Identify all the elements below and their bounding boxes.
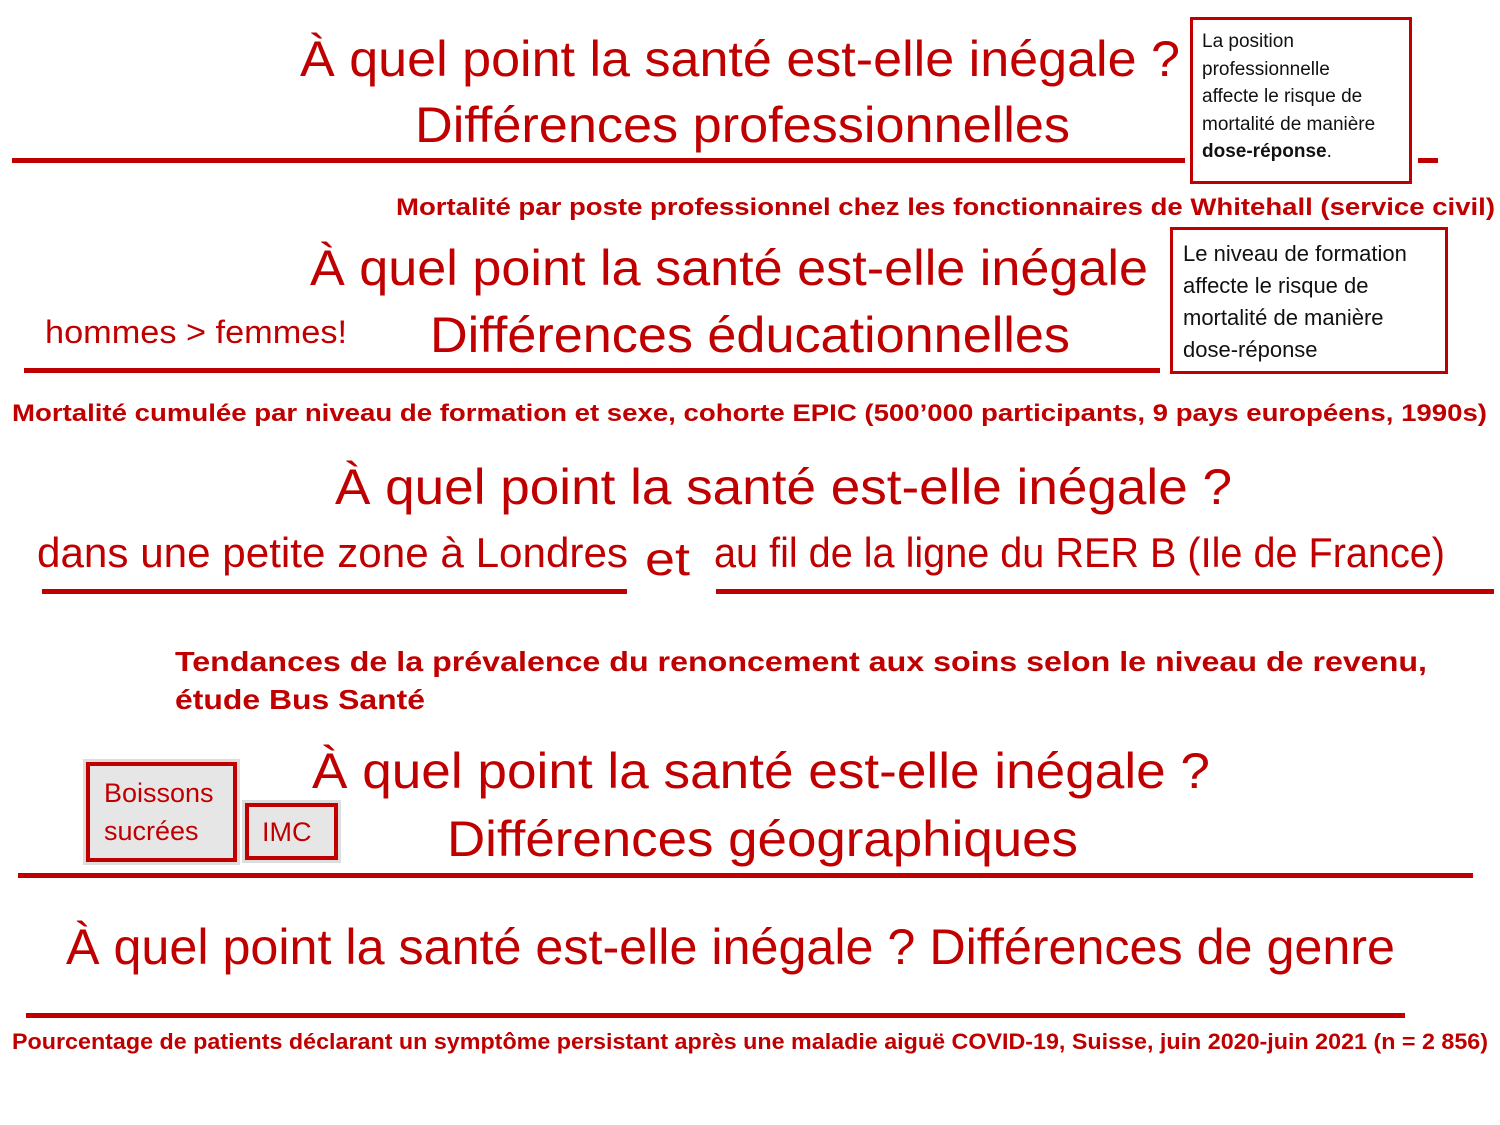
callout-line: Le niveau de formation xyxy=(1183,241,1407,266)
callout-line: mortalité de manière xyxy=(1202,113,1376,135)
rer-label: au fil de la ligne du RER B (Ile de France) xyxy=(714,529,1445,576)
tag-bmi xyxy=(245,803,338,860)
education-title-line1: À quel point la santé est-elle inégale xyxy=(310,240,1148,296)
tag-line: sucrées xyxy=(104,816,199,846)
callout-period: . xyxy=(1326,141,1332,162)
connector-label: et xyxy=(645,533,690,585)
divider xyxy=(42,589,627,594)
divider xyxy=(26,1013,1405,1018)
geographic-title-line1: À quel point la santé est-elle inégale ? xyxy=(312,743,1210,799)
divider xyxy=(18,873,1473,878)
callout-line xyxy=(1202,138,1400,166)
divider xyxy=(1418,158,1438,163)
callout-line: La position xyxy=(1202,31,1294,52)
education-subtitle: Mortalité cumulée par niveau de formation et sexe, cohorte EPIC (500’000 participants, 9 pays européens, 1990s) xyxy=(12,400,1487,427)
london-label: dans une petite zone à Londres xyxy=(37,529,628,576)
education-title-line2: Différences éducationnelles xyxy=(430,307,1070,363)
local-subtitle-line1: Tendances de la prévalence du renoncement aux soins selon le niveau de revenu, xyxy=(175,646,1427,677)
callout-emphasis: dose-réponse xyxy=(1202,141,1327,162)
local-subtitle-line2: étude Bus Santé xyxy=(175,684,425,715)
gender-title: À quel point la santé est-elle inégale ? Différences de genre xyxy=(66,919,1395,975)
callout-line: affecte le risque de xyxy=(1183,273,1369,298)
education-callout xyxy=(1170,227,1448,374)
callout-line: affecte le risque de xyxy=(1202,86,1363,107)
tag-line: Boissons xyxy=(104,778,214,808)
professional-title-line2: Différences professionnelles xyxy=(415,97,1070,153)
callout-line: mortalité de manière xyxy=(1183,305,1384,330)
divider xyxy=(12,158,1185,163)
divider xyxy=(24,368,1160,373)
gender-note: hommes > femmes! xyxy=(45,314,347,350)
callout-line: professionnelle xyxy=(1202,58,1330,80)
professional-subtitle: Mortalité par poste professionnel chez les fonctionnaires de Whitehall (service civil) xyxy=(396,194,1495,221)
tag-sugary-drinks xyxy=(86,762,237,862)
professional-callout xyxy=(1190,17,1412,184)
divider xyxy=(716,589,1494,594)
professional-title-line1: À quel point la santé est-elle inégale ? xyxy=(300,31,1180,87)
callout-line: dose-réponse xyxy=(1183,337,1318,362)
geographic-title-line2: Différences géographiques xyxy=(447,811,1078,867)
local-title: À quel point la santé est-elle inégale ? xyxy=(335,459,1232,515)
tag-line: IMC xyxy=(262,817,312,847)
gender-subtitle: Pourcentage de patients déclarant un symptôme persistant après une maladie aiguë COVID-19, Suisse, juin 2020-juin 2021 (n = 2 856) xyxy=(12,1029,1488,1054)
